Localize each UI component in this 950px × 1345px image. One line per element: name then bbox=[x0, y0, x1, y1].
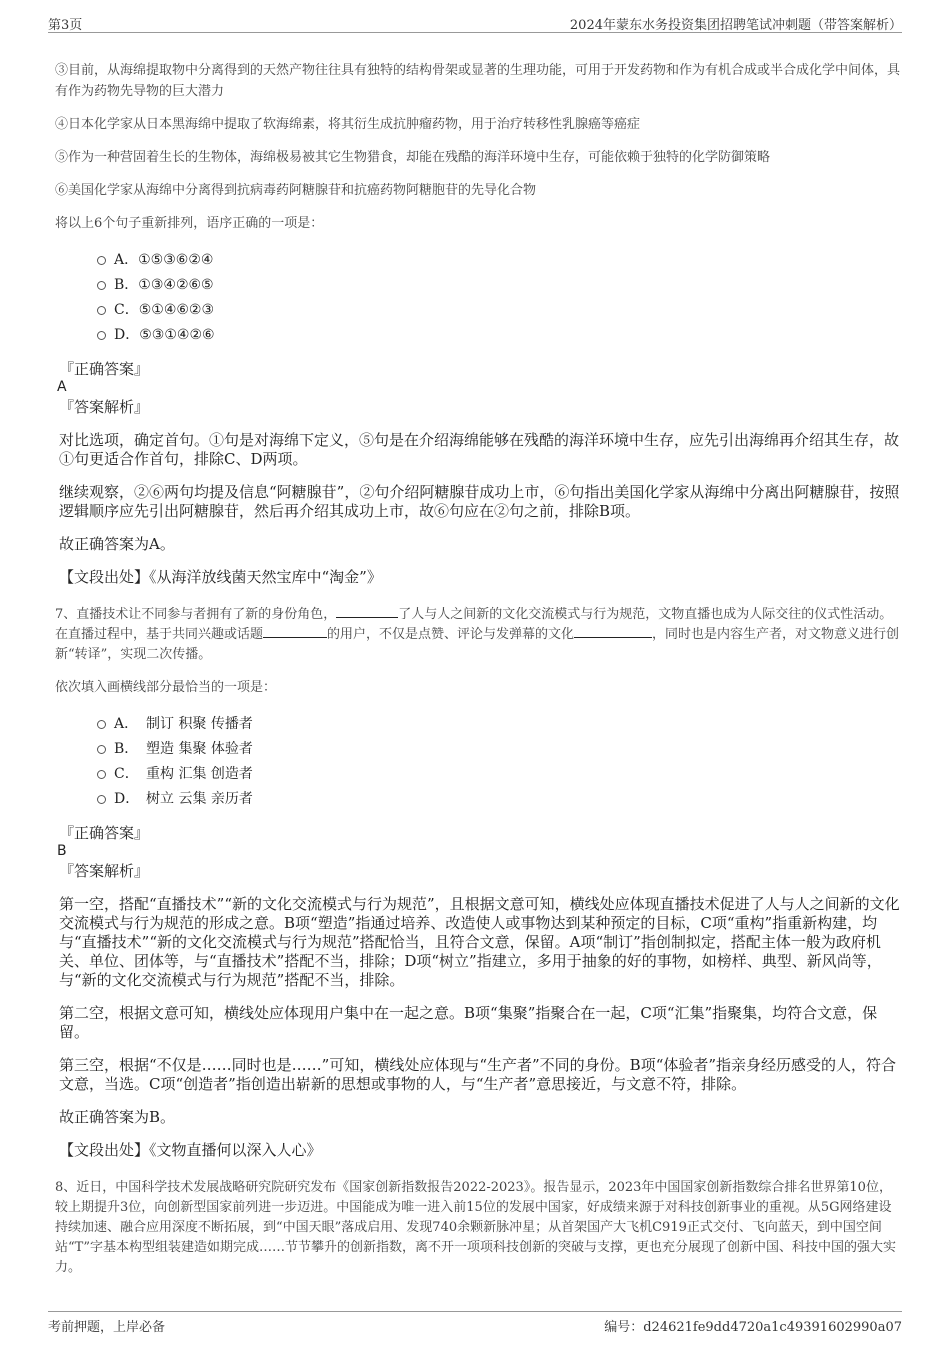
answer-value: B bbox=[57, 843, 67, 859]
question-prompt: 依次填入画横线部分最恰当的一项是： bbox=[55, 680, 277, 695]
sentence-3: ③目前，从海绵提取物中分离得到的天然产物往往具有独特的结构骨架或显著的生理功能，可用于开发药物和作为有机合成或半合成化学中间体，具有作为药物先导物的巨大潜力 bbox=[55, 63, 901, 99]
code-value: d24621fe9dd4720a1c49391602990a07 bbox=[643, 1320, 902, 1335]
q7-option-d[interactable] bbox=[97, 787, 902, 812]
q7-options bbox=[97, 712, 902, 812]
footer-slogan: 考前押题，上岸必备 bbox=[48, 1320, 166, 1335]
document-code bbox=[604, 1316, 902, 1335]
analysis-paragraph: 继续观察，②⑥两句均提及信息“阿糖腺苷”，②句介绍阿糖腺苷成功上市，⑥句指出美国化学家从海绵中分离出阿糖腺苷，按照逻辑顺序应先引出阿糖腺苷，然后再介绍其成功上市，故⑥句应在②句之前，排除B项。 bbox=[59, 483, 900, 520]
page-number: 第3页 bbox=[48, 18, 83, 33]
question-stem bbox=[55, 605, 902, 665]
analysis-paragraph: 第三空，根据“不仅是……同时也是……”可知，横线处应体现与“生产者”不同的身份。B项“体验者”指亲身经历感受的人，符合文意，当选。C项“创造者”指创造出崭新的思想或事物的人，与“生产者”意思接近，与文意不符，排除。 bbox=[59, 1056, 897, 1093]
question-stem: 8、近日，中国科学技术发展战略研究院研究发布《国家创新指数报告2022-2023》。报告显示，2023年中国国家创新指数综合排名世界第10位，较上期提升3位，向创新型国家前列进一步迈进。中国能成为唯一进入前15位的发展中国家，好成绩来源于对科技创新事业的重视。从5G网络建设持续加速、融合应用深度不断拓展，到“中国天眼”落成启用、发现740余颗新脉冲星；从首架国产大飞机C919正式交付、飞向蓝天，到中国空间站“T”字基本构型组装建造如期完成……节节攀升的创新指数，离不开一项项科技创新的突破与支撑，更也充分展现了创新中国、科技中国的强大实力。 bbox=[55, 1180, 896, 1275]
fill-blank bbox=[263, 625, 327, 638]
analysis-paragraph: 第一空，搭配“直播技术”“新的文化交流模式与行为规范”，且根据文意可知，横线处应体现直播技术促进了人与人之间新的文化交流模式与行为规范的形成之意。B项“塑造”指通过培养、改造使人或事物达到某种预定的目标，C项“重构”指重新构建，均与“直播技术”“新的文化交流模式与行为规范”搭配恰当，且符合文意，保留。A项“制订”指创制拟定，搭配主体一般为政府机关、单位、团体等，与“直播技术”搭配不当，排除；D项“树立”指建立，多用于抽象的好的事物，如榜样、典型、新风尚等，与“新的文化交流模式与行为规范”搭配不当，排除。 bbox=[59, 895, 900, 989]
option-letter: D． bbox=[114, 327, 140, 343]
analysis-conclusion: 故正确答案为A。 bbox=[59, 535, 175, 553]
option-text: ⑤①④⑥②③ bbox=[138, 302, 215, 318]
document-body bbox=[55, 60, 902, 1290]
sentence-4: ④日本化学家从日本黑海绵中提取了软海绵素，将其衍生成抗肿瘤药物，用于治疗转移性乳腺癌等癌症 bbox=[55, 117, 641, 132]
sentence-6: ⑥美国化学家从海绵中分离得到抗病毒药阿糖腺苷和抗癌药物阿糖胞苷的先导化合物 bbox=[55, 183, 537, 198]
option-text: ⑤③①④②⑥ bbox=[139, 327, 215, 343]
answer-heading: 『正确答案』 bbox=[59, 360, 150, 378]
analysis-paragraph: 第二空，根据文意可知，横线处应体现用户集中在一起之意。B项“集聚”指聚合在一起，C项“汇集”指聚集，均符合文意，保留。 bbox=[59, 1004, 878, 1041]
option-text: 塑造 集聚 体验者 bbox=[146, 741, 253, 757]
radio-icon[interactable] bbox=[97, 306, 106, 315]
document-title: 2024年蒙东水务投资集团招聘笔试冲刺题（带答案解析） bbox=[569, 18, 902, 33]
option-text: 重构 汇集 创造者 bbox=[146, 766, 253, 782]
code-label: 编号： bbox=[604, 1320, 644, 1335]
q6-option-a[interactable] bbox=[97, 248, 902, 273]
q6-option-d[interactable] bbox=[97, 323, 902, 348]
option-text: 制订 积聚 传播者 bbox=[146, 716, 253, 732]
answer-value: A bbox=[57, 379, 67, 395]
option-text: ①③④②⑥⑤ bbox=[138, 277, 214, 293]
option-letter: B． bbox=[114, 277, 139, 293]
radio-icon[interactable] bbox=[97, 745, 106, 754]
radio-icon[interactable] bbox=[97, 770, 106, 779]
q6-options bbox=[97, 248, 902, 348]
option-letter: C． bbox=[114, 302, 139, 318]
stem-part: 7、直播技术让不同参与者拥有了新的身份角色， bbox=[55, 607, 337, 622]
fill-blank bbox=[574, 625, 652, 638]
sentence-5: ⑤作为一种营固着生长的生物体，海绵极易被其它生物猎食，却能在残酷的海洋环境中生存，可能依赖于独特的化学防御策略 bbox=[55, 150, 771, 165]
q6-option-c[interactable] bbox=[97, 298, 902, 323]
option-letter: D． bbox=[114, 791, 140, 807]
stem-part: ，同时也是内容生产者，对文物意义进行创新“转译”，实现二次传播。 bbox=[55, 627, 900, 662]
answer-heading: 『正确答案』 bbox=[59, 824, 150, 842]
radio-icon[interactable] bbox=[97, 331, 106, 340]
q7-option-a[interactable] bbox=[97, 712, 902, 737]
source-citation: 【文段出处】《文物直播何以深入人心》 bbox=[59, 1141, 322, 1159]
analysis-heading: 『答案解析』 bbox=[59, 398, 150, 416]
option-text: ①⑤③⑥②④ bbox=[138, 252, 214, 268]
radio-icon[interactable] bbox=[97, 720, 106, 729]
q7-option-c[interactable] bbox=[97, 762, 902, 787]
radio-icon[interactable] bbox=[97, 281, 106, 290]
option-letter: A． bbox=[114, 716, 139, 732]
q6-option-b[interactable] bbox=[97, 273, 902, 298]
page-header bbox=[48, 14, 902, 33]
option-letter: C． bbox=[114, 766, 139, 782]
stem-part: 的用户，不仅是点赞、评论与发弹幕的文化 bbox=[327, 627, 575, 642]
option-letter: A． bbox=[114, 252, 139, 268]
radio-icon[interactable] bbox=[97, 795, 106, 804]
analysis-paragraph: 对比选项，确定首句。①句是对海绵下定义，⑤句是在介绍海绵能够在残酷的海洋环境中生存，应先引出海绵再介绍其生存，故①句更适合作首句，排除C、D两项。 bbox=[59, 431, 900, 468]
stem-part: 了人与人之间新的文化交流模式与行为规范，文物直播也成为人际交往的仪式性活动。在直播过程中，基于共同兴趣或话题 bbox=[55, 607, 893, 642]
question-prompt: 将以上6个句子重新排列，语序正确的一项是： bbox=[55, 216, 324, 231]
option-text: 树立 云集 亲历者 bbox=[146, 791, 253, 807]
q7-option-b[interactable] bbox=[97, 737, 902, 762]
page-footer bbox=[48, 1311, 902, 1334]
analysis-heading: 『答案解析』 bbox=[59, 862, 150, 880]
analysis-conclusion: 故正确答案为B。 bbox=[59, 1108, 176, 1126]
option-letter: B． bbox=[114, 741, 139, 757]
fill-blank bbox=[336, 605, 398, 618]
radio-icon[interactable] bbox=[97, 256, 106, 265]
source-citation: 【文段出处】《从海洋放线菌天然宝库中“淘金”》 bbox=[59, 568, 382, 586]
